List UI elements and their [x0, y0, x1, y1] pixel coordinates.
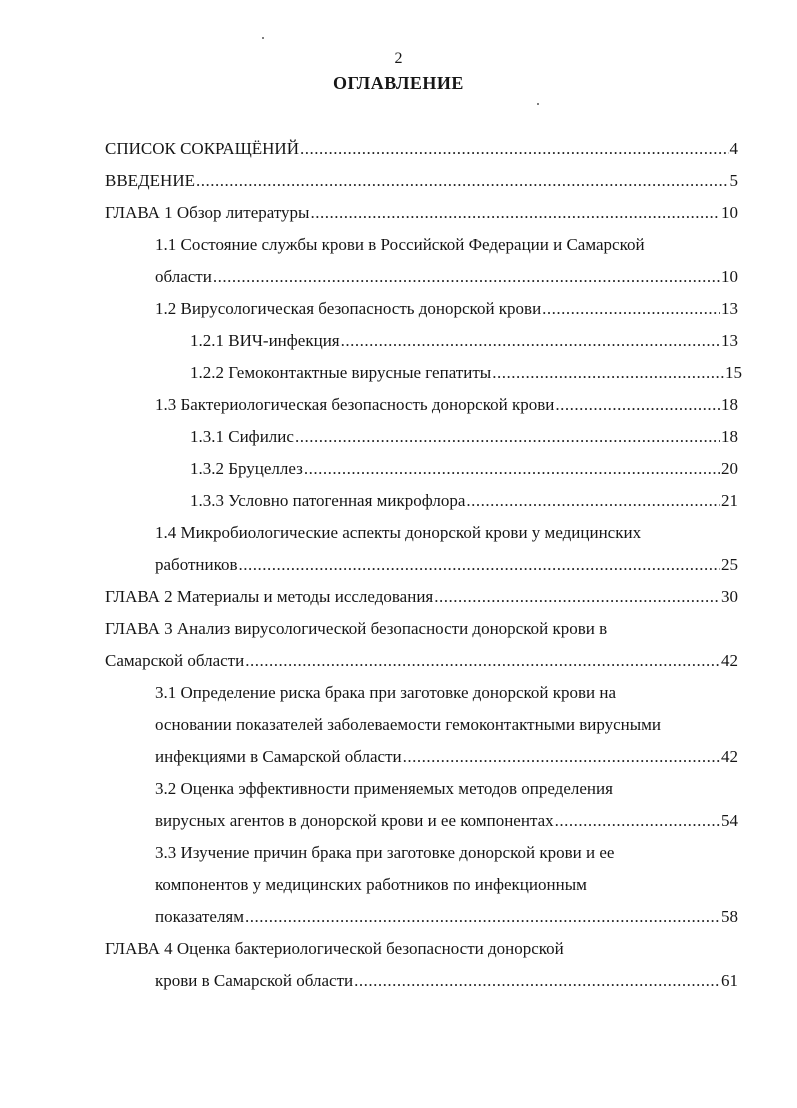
leader-dots: [295, 426, 720, 448]
page-number: 2: [394, 50, 403, 67]
toc-entry-text: 1.3.1 Сифилис: [190, 427, 294, 446]
toc-page-number: 21: [721, 491, 738, 510]
toc-entry-3-2[interactable]: [155, 810, 738, 832]
toc-page-number: 25: [721, 555, 738, 574]
leader-dots: [310, 202, 720, 224]
toc-page-number: 13: [721, 299, 738, 318]
toc-entry-chapter-4[interactable]: [155, 970, 738, 992]
toc-entry-text: 1.1 Состояние службы крови в Российской Федерации и Самарской: [155, 235, 645, 254]
leader-dots: [354, 970, 720, 992]
toc-page-number: 10: [721, 203, 738, 222]
toc-entry-abbreviations[interactable]: [105, 138, 738, 160]
toc-entry-1-3-1[interactable]: [190, 426, 738, 448]
toc-entry-text: СПИСОК СОКРАЩЁНИЙ: [105, 139, 299, 158]
toc-page-number: 30: [721, 587, 738, 606]
toc-page-number: 58: [721, 907, 738, 926]
toc-entry-1-1[interactable]: [155, 266, 738, 288]
toc-entry-text: 1.2.1 ВИЧ-инфекция: [190, 331, 340, 350]
toc-entry-1-2-2[interactable]: [190, 362, 742, 384]
leader-dots: [213, 266, 720, 288]
toc-entry-chapter-3[interactable]: [105, 650, 738, 672]
toc-page-number: 13: [721, 331, 738, 350]
scan-speck: [262, 37, 264, 39]
toc-entry-text: 1.4 Микробиологические аспекты донорской крови у медицинских: [155, 523, 642, 542]
toc-entry-text: 1.3 Бактериологическая безопасность донорской крови: [155, 395, 555, 414]
toc-entry-1-3[interactable]: [155, 394, 738, 416]
toc-entry-text: 1.3.2 Бруцеллез: [190, 459, 303, 478]
toc-entry-text: 1.3.3 Условно патогенная микрофлора: [190, 491, 466, 510]
toc-entry-continuation: Самарской области: [105, 651, 245, 670]
toc-page-number: 42: [721, 747, 738, 766]
toc-entry-text-2: основании показателей заболеваемости гемоконтактными вирусными: [155, 715, 662, 734]
leader-dots: [300, 138, 729, 160]
toc-entry-1-2[interactable]: [155, 298, 738, 320]
leader-dots: [245, 906, 720, 928]
leader-dots: [239, 554, 720, 576]
toc-entry-text-2: компонентов у медицинских работников по инфекционным: [155, 875, 587, 894]
leader-dots: [304, 458, 720, 480]
leader-dots: [196, 170, 729, 192]
toc-page-number: 15: [725, 363, 742, 382]
leader-dots: [341, 330, 720, 352]
toc-page-number: 18: [721, 427, 738, 446]
toc-page-number: 61: [721, 971, 738, 990]
toc-page-number: 5: [729, 171, 738, 190]
toc-page-number: 18: [721, 395, 738, 414]
toc-entry-continuation: вирусных агентов в донорской крови и ее компонентах: [155, 811, 554, 830]
toc-page-number: 54: [721, 811, 738, 830]
toc-entry-text: 3.1 Определение риска брака при заготовке донорской крови на: [155, 683, 617, 702]
leader-dots: [492, 362, 724, 384]
toc-entry-1-3-2[interactable]: [190, 458, 738, 480]
toc-entry-text: 1.2 Вирусологическая безопасность донорской крови: [155, 299, 542, 318]
toc-entry-continuation: показателям: [155, 907, 245, 926]
page-title: ОГЛАВЛЕНИЕ: [333, 73, 464, 93]
leader-dots: [555, 810, 720, 832]
toc-page-number: 4: [729, 139, 738, 158]
toc-entry-1-4[interactable]: [155, 554, 738, 576]
leader-dots: [555, 394, 720, 416]
leader-dots: [245, 650, 720, 672]
toc-entry-3-3[interactable]: [155, 906, 738, 928]
toc-entry-chapter-2[interactable]: [105, 586, 738, 608]
toc-entry-text: ГЛАВА 3 Анализ вирусологической безопасности донорской крови в: [105, 619, 608, 638]
toc-entry-text: ВВЕДЕНИЕ: [105, 171, 195, 190]
toc-entry-continuation: области: [155, 267, 212, 286]
toc-entry-text: 1.2.2 Гемоконтактные вирусные гепатиты: [190, 363, 492, 382]
toc-page-number: 42: [721, 651, 738, 670]
scan-speck: [537, 103, 539, 105]
toc-entry-text: ГЛАВА 4 Оценка бактериологической безопасности донорской: [105, 939, 564, 958]
toc-entry-continuation: инфекциями в Самарской области: [155, 747, 402, 766]
toc-page-number: 10: [721, 267, 738, 286]
leader-dots: [466, 490, 720, 512]
leader-dots: [542, 298, 720, 320]
toc-entry-1-3-3[interactable]: [190, 490, 738, 512]
toc-entry-3-1[interactable]: [155, 746, 738, 768]
toc-entry-1-2-1[interactable]: [190, 330, 738, 352]
leader-dots: [434, 586, 720, 608]
toc-entry-text: ГЛАВА 1 Обзор литературы: [105, 203, 310, 222]
toc-entry-text: 3.3 Изучение причин брака при заготовке донорской крови и ее: [155, 843, 615, 862]
toc-entry-continuation: работников: [155, 555, 238, 574]
leader-dots: [403, 746, 720, 768]
toc-page-number: 20: [721, 459, 738, 478]
toc-entry-continuation: крови в Самарской области: [155, 971, 354, 990]
toc-entry-text: 3.2 Оценка эффективности применяемых методов определения: [155, 779, 613, 798]
toc-entry-chapter-1[interactable]: [105, 202, 738, 224]
toc-entry-introduction[interactable]: [105, 170, 738, 192]
toc-entry-text: ГЛАВА 2 Материалы и методы исследования: [105, 587, 434, 606]
